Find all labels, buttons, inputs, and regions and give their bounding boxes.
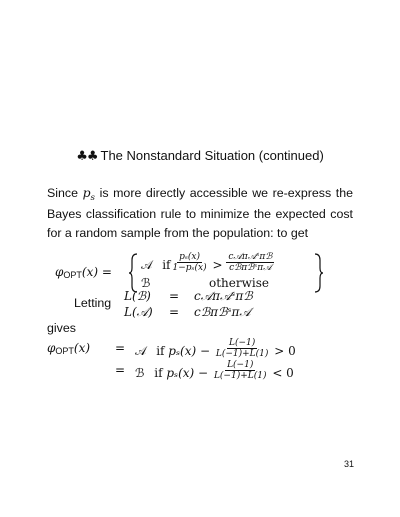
ps-symbol: $p_s$ <box>82 185 95 203</box>
slide-title-text: The Nonstandard Situation (continued) <box>100 148 324 163</box>
bayes-rule-equation: φOPT(x) = 𝒜 if $\frac{\text{pₛ(x)}}{\text{1−pₛ(x)}}$ > $\frac{\text{c𝒜π𝒜ˢπℬ}}{\text{cℬπℬˢπ𝒜}}$ ℬ otherwise <box>55 253 345 293</box>
paragraph-after: is more directly accessible we re-express the Bayes classification rule to minimize the expected cost for a random sample from the population: to get <box>47 186 353 240</box>
paragraph-before: Since <box>47 186 78 200</box>
clubs-icon: ♣♣ <box>76 149 98 164</box>
otherwise-text: otherwise <box>209 276 269 290</box>
page-number: 31 <box>343 459 354 469</box>
decision-rule-equation: φOPT(x) = 𝒜 if pₛ(x) − $\frac{L(-1)}{L(-1)+L(1)}$ > 0 = ℬ if pₛ(x) − $\frac{L(-1)}{L(-1)+L(1)}$ < 0 <box>47 338 296 381</box>
slide-title <box>0 148 400 164</box>
letting-label: Letting <box>74 296 112 310</box>
case2-class: ℬ <box>141 276 151 290</box>
gives-label: gives <box>47 321 76 335</box>
left-brace <box>129 253 139 293</box>
right-brace <box>313 253 323 293</box>
case1-class: 𝒜 <box>141 258 153 272</box>
intro-paragraph <box>47 183 353 243</box>
letting-equations: L(ℬ) = c𝒜π𝒜ˢπℬ L(𝒜) = cℬπℬˢπ𝒜 <box>124 289 253 319</box>
